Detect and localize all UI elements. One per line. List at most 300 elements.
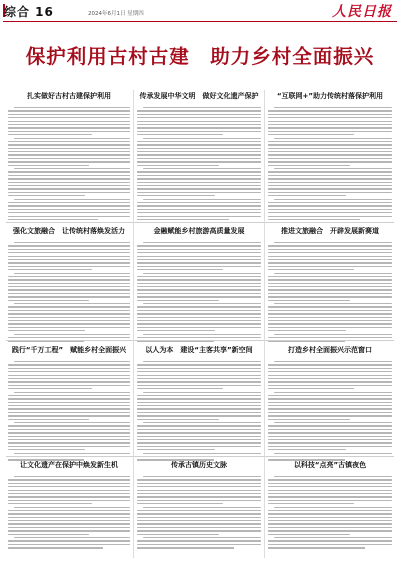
text-line [268, 425, 392, 426]
text-line [268, 300, 350, 301]
text-line [268, 323, 392, 324]
text-line [8, 385, 130, 386]
column-divider [133, 90, 134, 558]
text-line [8, 483, 130, 484]
text-line [143, 392, 261, 393]
text-line [137, 306, 261, 307]
text-line [268, 402, 392, 403]
text-line [268, 161, 392, 162]
text-line [137, 259, 261, 260]
text-line [8, 154, 130, 155]
text-line [8, 259, 130, 260]
text-line [8, 245, 130, 246]
article-title: 传承古镇历史文脉 [171, 461, 227, 469]
text-line [137, 493, 261, 494]
main-headline: 保护利用古村古建 助力乡村全面振兴 [25, 45, 375, 68]
text-line [274, 168, 392, 169]
text-line [268, 256, 392, 257]
text-line [137, 141, 261, 142]
text-line [137, 378, 261, 379]
text-line [268, 540, 392, 541]
text-line [137, 337, 261, 338]
text-line [268, 500, 392, 501]
article-body [268, 107, 392, 220]
text-line [137, 513, 261, 514]
text-line [8, 439, 130, 440]
article-title: 金融赋能乡村旅游高质量发展 [153, 227, 245, 235]
text-line [268, 185, 392, 186]
article-title: 以科技“点亮”古镇夜色 [293, 461, 367, 469]
text-line [8, 486, 130, 487]
text-line [14, 537, 130, 538]
text-line [143, 199, 261, 200]
text-line [268, 442, 392, 443]
text-line [143, 168, 261, 169]
text-line [8, 479, 130, 480]
text-line [137, 205, 261, 206]
text-line [143, 138, 261, 139]
text-line [268, 212, 392, 213]
text-line [14, 334, 130, 335]
text-line [274, 422, 392, 423]
text-line [274, 273, 392, 274]
text-line [268, 175, 392, 176]
text-line [268, 412, 392, 413]
text-line [268, 293, 392, 294]
text-line [8, 375, 130, 376]
text-line [8, 395, 130, 396]
text-line [143, 303, 261, 304]
text-line [268, 141, 392, 142]
text-line [274, 476, 392, 477]
text-line [143, 476, 261, 477]
text-line [268, 547, 365, 548]
text-line [137, 398, 261, 399]
text-line [268, 330, 346, 331]
text-line [8, 429, 130, 430]
text-line [137, 219, 229, 220]
text-line [137, 310, 261, 311]
text-line [8, 121, 130, 122]
text-line [137, 408, 261, 409]
text-line [268, 503, 354, 504]
text-line [8, 520, 130, 521]
text-line [268, 364, 392, 365]
text-line [8, 195, 85, 196]
text-line [268, 144, 392, 145]
text-line [137, 405, 261, 406]
text-line [137, 276, 261, 277]
text-line [137, 490, 261, 491]
article-body [137, 476, 261, 549]
text-line [137, 540, 261, 541]
text-line [8, 425, 130, 426]
text-line [268, 368, 392, 369]
text-line [268, 520, 392, 521]
text-line [274, 392, 392, 393]
text-line [8, 320, 130, 321]
article-title: 传承发展中华文明 做好文化遗产保护 [139, 92, 259, 100]
text-line [274, 453, 392, 454]
text-line [268, 219, 360, 220]
row-divider [6, 456, 394, 457]
article-body [137, 361, 261, 461]
text-line [8, 178, 130, 179]
text-line [8, 124, 130, 125]
text-line [137, 249, 261, 250]
text-line [8, 252, 130, 253]
article-7 [8, 346, 130, 463]
article-body [8, 361, 130, 461]
text-line [137, 151, 261, 152]
text-line [8, 127, 130, 128]
text-line [137, 449, 215, 450]
text-line [8, 256, 130, 257]
text-line [137, 368, 261, 369]
article-4 [8, 227, 130, 344]
text-line [137, 327, 261, 328]
text-line [14, 168, 130, 169]
text-line [137, 289, 261, 290]
text-line [268, 517, 392, 518]
text-line [274, 199, 392, 200]
text-line [8, 517, 130, 518]
text-line [137, 317, 261, 318]
text-line [14, 303, 130, 304]
text-line [137, 496, 261, 497]
article-body [137, 242, 261, 342]
text-line [268, 216, 392, 217]
text-line [8, 141, 130, 142]
text-line [8, 171, 130, 172]
text-line [8, 402, 130, 403]
text-line [137, 178, 261, 179]
article-body [8, 107, 130, 220]
text-line [8, 323, 130, 324]
text-line [137, 313, 261, 314]
text-line [268, 523, 392, 524]
text-line [137, 547, 234, 548]
text-line [268, 317, 392, 318]
text-line [268, 148, 392, 149]
text-line [8, 249, 130, 250]
article-body [268, 242, 392, 342]
text-line [137, 503, 223, 504]
text-line [8, 161, 130, 162]
text-line [268, 171, 392, 172]
text-line [137, 165, 219, 166]
text-line [274, 242, 392, 243]
text-line [14, 242, 130, 243]
text-line [8, 436, 130, 437]
text-line [268, 110, 392, 111]
text-line [137, 330, 215, 331]
text-line [268, 490, 392, 491]
text-line [8, 368, 130, 369]
text-line [268, 165, 350, 166]
text-line [137, 385, 261, 386]
text-line [137, 202, 261, 203]
text-line [137, 530, 261, 531]
text-line [268, 337, 392, 338]
text-line [268, 296, 392, 297]
text-line [274, 303, 392, 304]
article-title: 打造乡村全面振兴示范窗口 [288, 346, 372, 354]
text-line [14, 107, 130, 108]
text-line [143, 453, 261, 454]
text-line [137, 323, 261, 324]
text-line [268, 279, 392, 280]
text-line [143, 537, 261, 538]
text-line [137, 510, 261, 511]
text-line [8, 279, 130, 280]
text-line [14, 199, 130, 200]
text-line [268, 486, 392, 487]
text-line [137, 412, 261, 413]
text-line [268, 493, 392, 494]
article-title: 强化文旅融合 让传统村落焕发活力 [13, 227, 125, 235]
text-line [143, 422, 261, 423]
text-line [14, 361, 130, 362]
text-line [268, 320, 392, 321]
text-line [268, 513, 392, 514]
text-line [8, 371, 130, 372]
text-line [268, 310, 392, 311]
text-line [8, 317, 130, 318]
text-line [268, 327, 392, 328]
article-11 [137, 461, 261, 551]
article-10 [8, 461, 130, 551]
text-line [8, 300, 89, 301]
article-12 [268, 461, 392, 551]
text-line [8, 188, 130, 189]
text-line [137, 395, 261, 396]
text-line [8, 269, 92, 270]
text-line [137, 171, 261, 172]
text-line [137, 520, 261, 521]
text-line [137, 161, 261, 162]
text-line [268, 388, 354, 389]
text-line [137, 192, 261, 193]
text-line [268, 262, 392, 263]
text-line [268, 259, 392, 260]
text-line [137, 158, 261, 159]
text-line [8, 544, 130, 545]
article-body [8, 476, 130, 549]
text-line [268, 195, 346, 196]
text-line [143, 507, 261, 508]
text-line [137, 517, 261, 518]
text-line [268, 313, 392, 314]
text-line [8, 266, 130, 267]
text-line [137, 500, 261, 501]
text-line [268, 154, 392, 155]
text-line [137, 209, 261, 210]
text-line [274, 334, 392, 335]
text-line [268, 530, 392, 531]
text-line [137, 483, 261, 484]
text-line [137, 127, 261, 128]
text-line [274, 138, 392, 139]
text-line [8, 405, 130, 406]
text-line [268, 534, 350, 535]
text-line [268, 266, 392, 267]
text-line [137, 296, 261, 297]
text-line [8, 205, 130, 206]
text-line [8, 310, 130, 311]
text-line [137, 300, 219, 301]
text-line [268, 289, 392, 290]
article-title: 扎实做好古村古建保护利用 [27, 92, 111, 100]
text-line [268, 306, 392, 307]
article-6 [268, 227, 392, 344]
text-line [8, 219, 98, 220]
text-line [14, 273, 130, 274]
text-line [137, 415, 261, 416]
text-line [137, 381, 261, 382]
text-line [137, 144, 261, 145]
text-line [137, 262, 261, 263]
text-line [268, 269, 354, 270]
text-line [8, 293, 130, 294]
section-label: 综合 16 [4, 5, 54, 19]
text-line [8, 364, 130, 365]
text-line [8, 114, 130, 115]
text-line [137, 442, 261, 443]
text-line [8, 446, 130, 447]
text-line [143, 273, 261, 274]
text-line [8, 327, 130, 328]
text-line [274, 537, 392, 538]
text-line [137, 212, 261, 213]
text-line [8, 151, 130, 152]
text-line [137, 523, 261, 524]
row-divider [6, 340, 394, 341]
text-line [268, 131, 392, 132]
text-line [268, 381, 392, 382]
text-line [8, 286, 130, 287]
text-line [137, 419, 219, 420]
text-line [268, 283, 392, 284]
text-line [8, 534, 89, 535]
text-line [268, 378, 392, 379]
text-line [137, 402, 261, 403]
text-line [8, 134, 92, 135]
text-line [274, 107, 392, 108]
text-line [8, 158, 130, 159]
text-line [268, 446, 392, 447]
text-line [268, 408, 392, 409]
article-title: 让文化遗产在保护中焕发新生机 [20, 461, 118, 469]
text-line [8, 337, 130, 338]
text-line [137, 375, 261, 376]
text-line [268, 117, 392, 118]
text-line [8, 442, 130, 443]
text-line [143, 334, 261, 335]
text-line [8, 148, 130, 149]
text-line [268, 436, 392, 437]
text-line [137, 425, 261, 426]
text-line [268, 527, 392, 528]
text-line [268, 371, 392, 372]
text-line [137, 131, 261, 132]
text-line [8, 412, 130, 413]
text-line [268, 114, 392, 115]
text-line [137, 188, 261, 189]
text-line [268, 182, 392, 183]
article-body [137, 107, 261, 220]
text-line [8, 530, 130, 531]
text-line [137, 293, 261, 294]
article-body [8, 242, 130, 342]
text-line [8, 117, 130, 118]
text-line [268, 188, 392, 189]
text-line [8, 496, 130, 497]
text-line [268, 286, 392, 287]
text-line [268, 385, 392, 386]
text-line [8, 330, 85, 331]
text-line [137, 432, 261, 433]
text-line [8, 185, 130, 186]
text-line [8, 398, 130, 399]
article-title: 以人为本 建设“主客共享”新空间 [145, 346, 253, 354]
text-line [137, 195, 215, 196]
text-line [268, 245, 392, 246]
article-3 [268, 92, 392, 222]
text-line [274, 507, 392, 508]
text-line [137, 245, 261, 246]
text-line [268, 124, 392, 125]
page-header [0, 0, 400, 22]
article-title: “互联网+”助力传统村落保护利用 [276, 92, 384, 100]
text-line [8, 432, 130, 433]
text-line [137, 286, 261, 287]
text-line [268, 483, 392, 484]
text-line [8, 388, 92, 389]
text-line [8, 144, 130, 145]
text-line [268, 178, 392, 179]
article-title: 推进文旅融合 开辟发展新赛道 [281, 227, 379, 235]
text-line [14, 507, 130, 508]
column-divider [264, 90, 265, 558]
text-line [137, 371, 261, 372]
article-title: 践行“千万工程” 赋能乡村全面振兴 [11, 346, 127, 354]
text-line [268, 432, 392, 433]
text-line [14, 476, 130, 477]
text-line [137, 216, 261, 217]
text-line [268, 544, 392, 545]
text-line [268, 429, 392, 430]
text-line [8, 381, 130, 382]
text-line [8, 216, 130, 217]
text-line [137, 364, 261, 365]
dateline: 2024年6月1日 星期四 [88, 11, 144, 17]
text-line [8, 202, 130, 203]
article-body [268, 361, 392, 461]
text-line [137, 134, 223, 135]
text-line [137, 114, 261, 115]
text-line [268, 202, 392, 203]
text-line [8, 490, 130, 491]
header-rule [3, 21, 397, 22]
text-line [8, 419, 89, 420]
text-line [8, 209, 130, 210]
text-line [137, 429, 261, 430]
text-line [8, 503, 92, 504]
text-line [8, 510, 130, 511]
text-line [14, 392, 130, 393]
text-line [137, 479, 261, 480]
